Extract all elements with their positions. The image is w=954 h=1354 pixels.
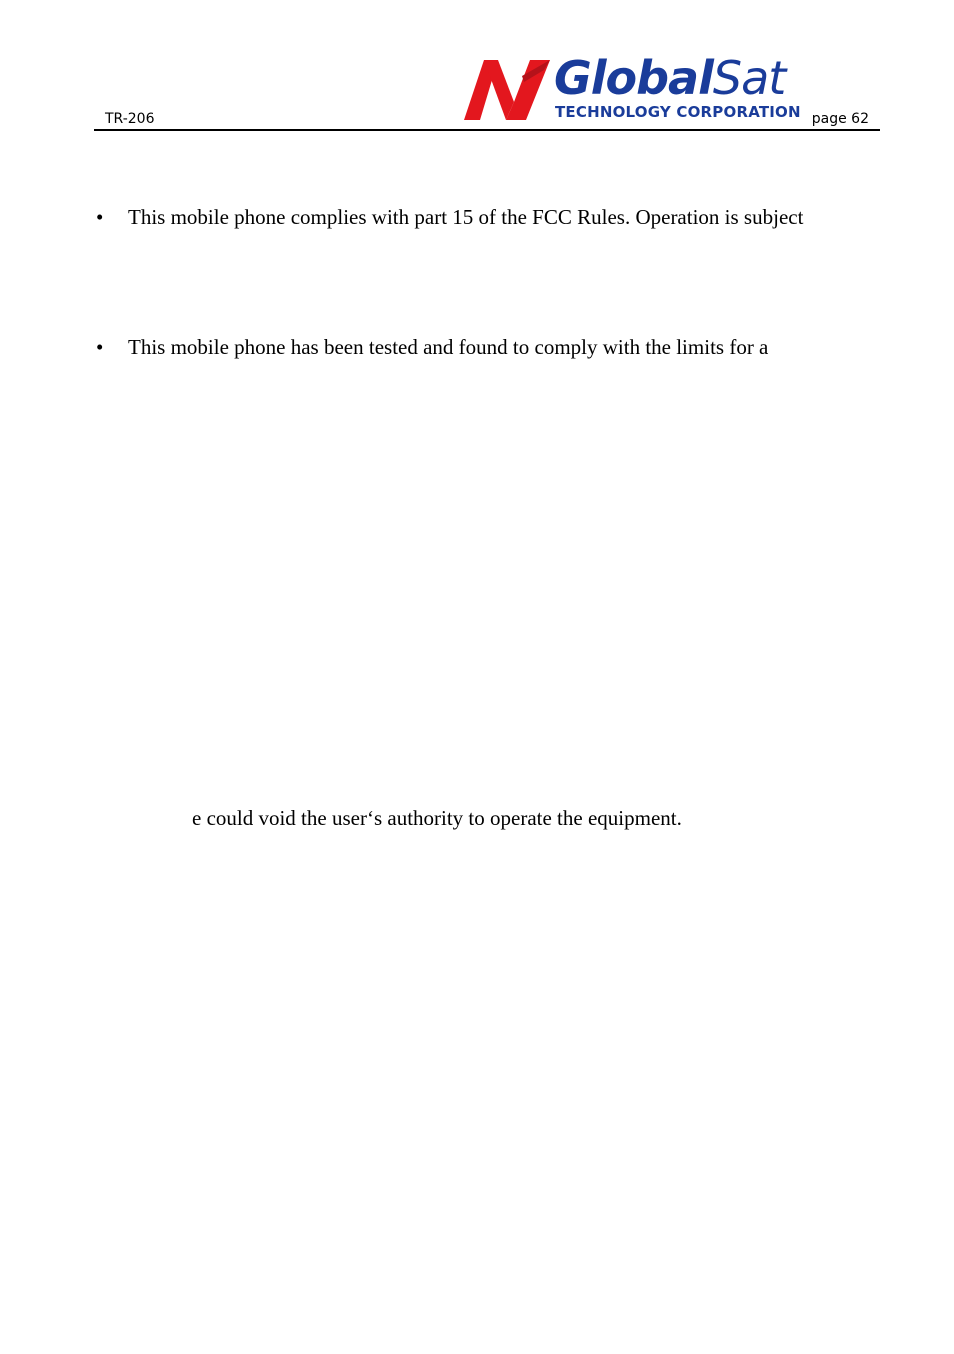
page-number: page 62: [811, 111, 869, 127]
model-number: TR-206: [105, 111, 155, 127]
bullet-text: This mobile phone complies with part 15 of the FCC Rules. Operation is subject: [128, 205, 804, 229]
bullet-dot: •: [96, 205, 104, 229]
logo-wordmark: [554, 50, 785, 106]
bullet-dot: •: [96, 335, 104, 359]
bullet-text: This mobile phone has been tested and found to comply with the limits for a: [128, 335, 769, 359]
bullet-item-fcc-part15: [96, 204, 803, 230]
header-divider: [94, 129, 880, 131]
globalsat-n-mark-icon: [462, 56, 552, 122]
logo-subtitle: TECHNOLOGY CORPORATION: [555, 103, 801, 121]
bullet-item-tested-limits: [96, 334, 768, 360]
logo-word-sat: Sat: [712, 51, 786, 105]
paragraph-fragment: e could void the user‘s authority to operate the equipment.: [192, 806, 682, 830]
logo-word-global: Global: [554, 51, 713, 105]
globalsat-logo: [462, 51, 812, 126]
